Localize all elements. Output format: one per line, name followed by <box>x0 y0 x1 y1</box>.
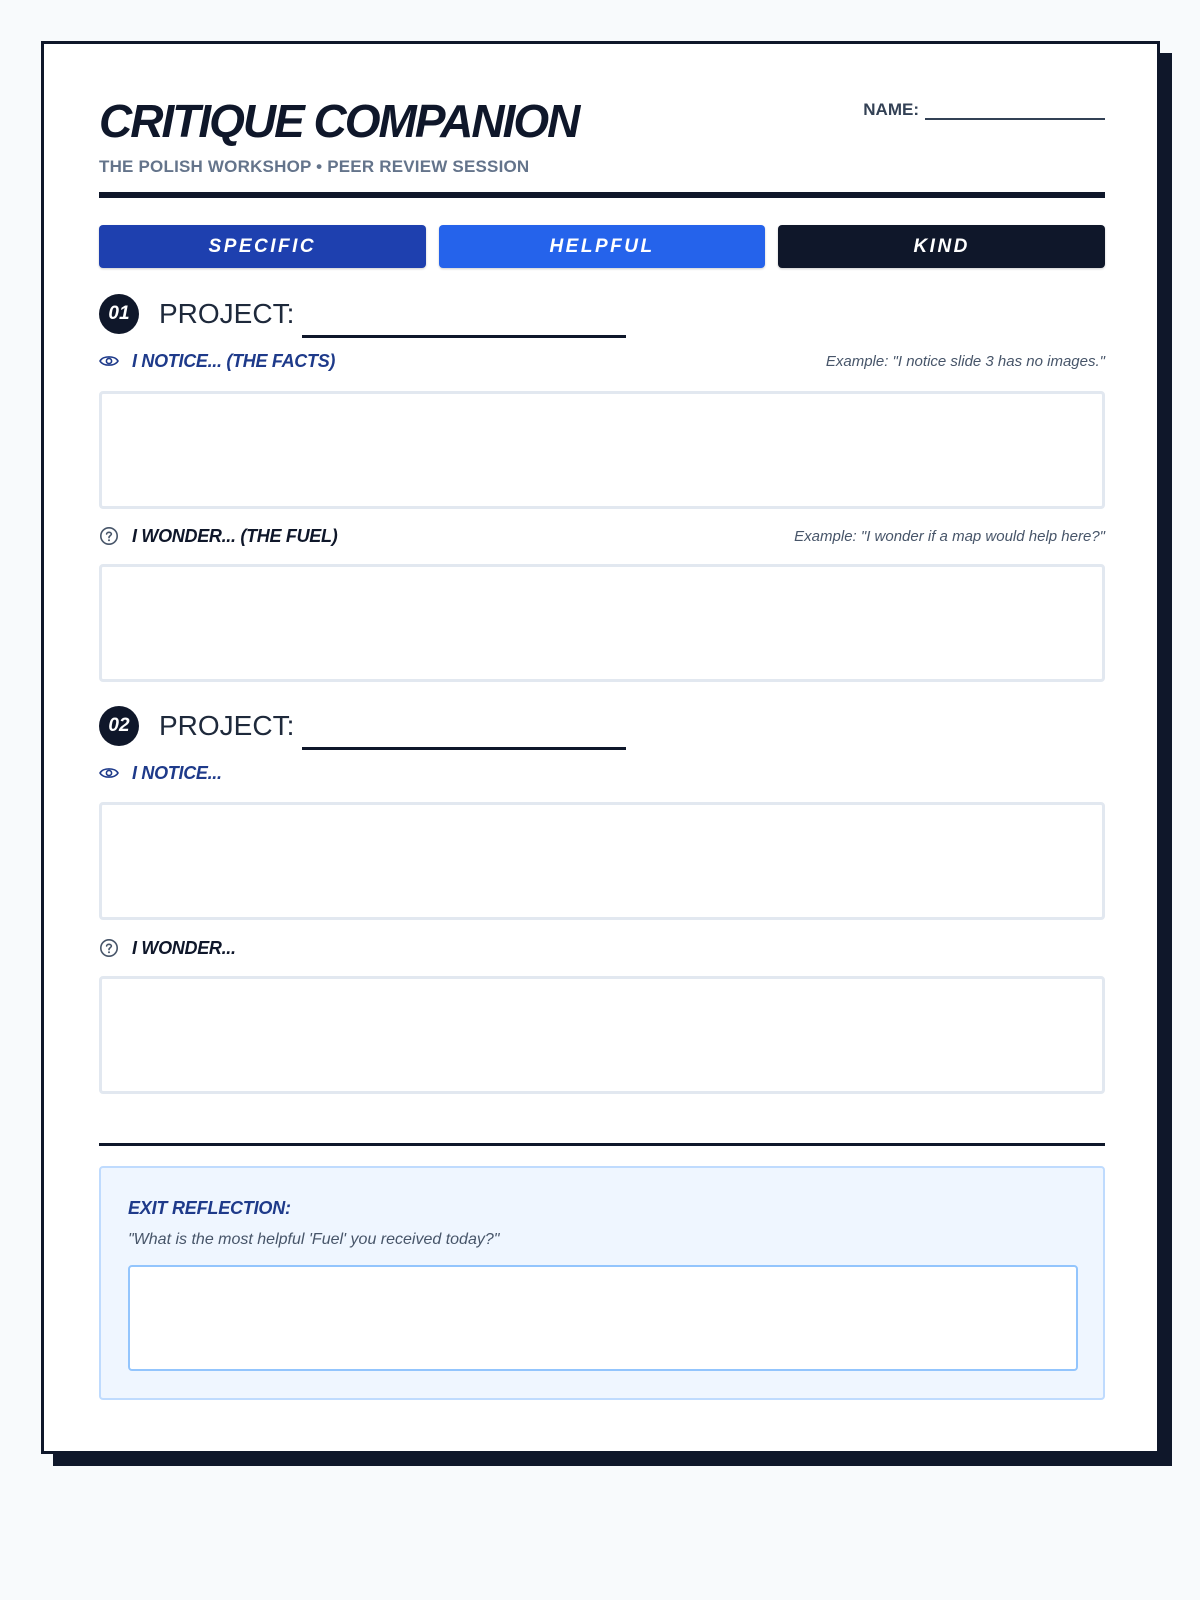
project-2-number-badge: 02 <box>99 706 139 746</box>
page-subtitle: THE POLISH WORKSHOP • PEER REVIEW SESSION <box>99 157 530 176</box>
name-field <box>863 100 1105 120</box>
project-2-notice-label: I NOTICE... <box>132 762 222 783</box>
project-1-notice-label: I NOTICE... (THE FACTS) <box>132 350 336 371</box>
project-2-wonder-field[interactable] <box>99 976 1105 1094</box>
project-1-wonder-row <box>99 524 1105 548</box>
project-2-wonder-label: I WONDER... <box>132 937 236 958</box>
exit-reflection-field[interactable] <box>128 1265 1078 1371</box>
project-2-wonder-row <box>99 936 1105 960</box>
question-circle-icon <box>99 526 119 546</box>
project-1-notice-row <box>99 349 1105 373</box>
project-1-wonder-field[interactable] <box>99 564 1105 682</box>
project-1-header <box>99 294 699 334</box>
page-title: CRITIQUE COMPANION <box>99 95 579 147</box>
project-2-notice-row <box>99 761 1105 785</box>
kind-button[interactable]: KIND <box>778 225 1105 268</box>
project-2-notice-field[interactable] <box>99 802 1105 920</box>
exit-reflection-title: EXIT REFLECTION: <box>128 1198 291 1218</box>
eye-icon <box>99 351 119 371</box>
project-1-wonder-label: I WONDER... (THE FUEL) <box>132 525 338 546</box>
project-1-notice-field[interactable] <box>99 391 1105 509</box>
project-1-number-badge: 01 <box>99 294 139 334</box>
helpful-button[interactable]: HELPFUL <box>439 225 766 268</box>
project-1-label: PROJECT: <box>159 298 295 329</box>
exit-reflection-panel <box>99 1166 1105 1400</box>
project-1-notice-example: Example: "I notice slide 3 has no images." <box>825 352 1105 370</box>
name-label: NAME: <box>863 100 919 119</box>
project-2-header <box>99 706 699 746</box>
project-2-label: PROJECT: <box>159 710 295 741</box>
project-1-wonder-example: Example: "I wonder if a map would help here?" <box>794 527 1105 545</box>
header-divider <box>99 192 1105 198</box>
eye-icon <box>99 763 119 783</box>
section-divider <box>99 1143 1105 1146</box>
question-circle-icon <box>99 938 119 958</box>
name-blank[interactable] <box>925 102 1105 120</box>
exit-reflection-question: "What is the most helpful 'Fuel' you received today?" <box>128 1231 500 1248</box>
worksheet-page <box>41 41 1160 1454</box>
project-2-name-input[interactable] <box>302 715 626 750</box>
specific-button[interactable]: SPECIFIC <box>99 225 426 268</box>
project-1-name-input[interactable] <box>302 303 626 338</box>
values-bar <box>99 225 1105 268</box>
